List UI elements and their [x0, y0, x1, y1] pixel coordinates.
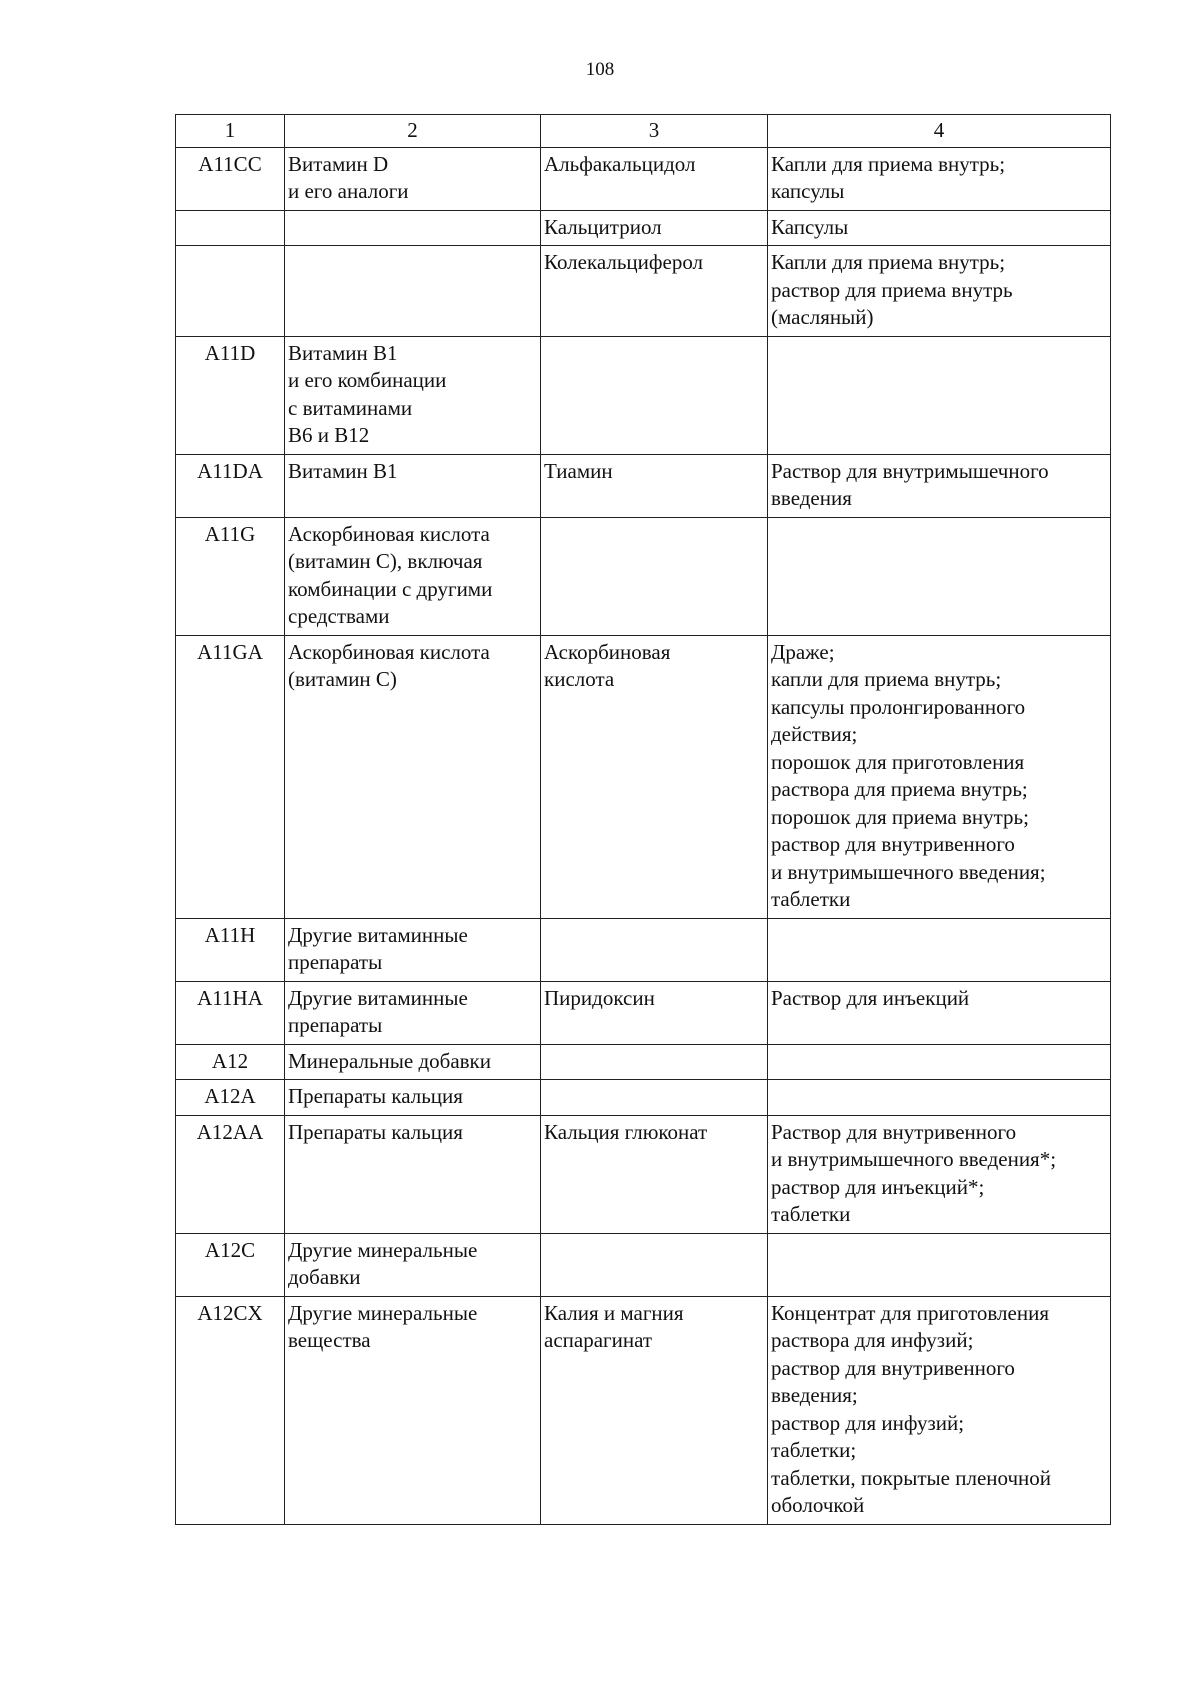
group-name-cell: [285, 1296, 541, 1524]
dosage-forms-cell: [768, 1233, 1111, 1296]
cell-line: капли для приема внутрь;: [771, 667, 1002, 691]
dosage-forms-cell: [768, 1080, 1111, 1116]
table-row: [176, 454, 1111, 517]
cell-line: аспарагинат: [544, 1328, 653, 1352]
cell-line: B6 и B12: [288, 423, 370, 447]
cell-line: (витамин C), включая: [288, 549, 483, 573]
atc-code-cell: A12AA: [176, 1115, 285, 1233]
atc-code-cell: [176, 210, 285, 246]
medication-table: [175, 114, 1111, 1525]
atc-code-cell: A12A: [176, 1080, 285, 1116]
cell-line: Драже;: [771, 639, 835, 664]
cell-line: Капли для приема внутрь;: [771, 250, 1006, 274]
atc-code-cell: A11G: [176, 517, 285, 635]
dosage-forms-cell: [768, 981, 1111, 1044]
cell-line: таблетки;: [771, 1438, 857, 1462]
cell-line: (витамин C): [288, 667, 397, 691]
cell-line: порошок для приема внутрь;: [771, 804, 1029, 829]
cell-line: Тиамин: [544, 458, 613, 483]
cell-line: и его комбинации: [288, 368, 447, 392]
cell-line: введения;: [771, 1383, 858, 1407]
atc-code-cell: A11DA: [176, 454, 285, 517]
atc-code-cell: A11D: [176, 336, 285, 454]
substance-cell: [541, 1115, 768, 1233]
cell-line: вещества: [288, 1328, 371, 1352]
cell-line: кислота: [544, 667, 615, 691]
cell-line: порошок для приготовления: [771, 749, 1025, 774]
cell-line: Кальция глюконат: [544, 1119, 708, 1144]
table-header-row: [176, 115, 1111, 148]
page-number: 108: [585, 59, 615, 80]
cell-line: препараты: [288, 1013, 383, 1037]
dosage-forms-cell: [768, 1115, 1111, 1233]
table-row: [176, 1296, 1111, 1524]
cell-line: средствами: [288, 604, 390, 628]
dosage-forms-cell: [768, 517, 1111, 635]
cell-line: Альфакальцидол: [544, 151, 696, 176]
cell-line: Аскорбиновая кислота: [288, 639, 490, 664]
cell-line: Препараты кальция: [288, 1119, 463, 1144]
table-row: [176, 981, 1111, 1044]
cell-line: раствора для инфузий;: [771, 1328, 974, 1352]
cell-line: раствор для приема внутрь: [771, 277, 1013, 302]
column-header-2: 2: [285, 115, 541, 148]
group-name-cell: [285, 210, 541, 246]
cell-line: Пиридоксин: [544, 985, 655, 1010]
substance-cell: [541, 336, 768, 454]
atc-code-cell: A11H: [176, 918, 285, 981]
cell-line: Витамин B1: [288, 458, 398, 483]
group-name-cell: [285, 336, 541, 454]
cell-line: Раствор для внутривенного: [771, 1119, 1017, 1144]
group-name-cell: [285, 147, 541, 210]
cell-line: добавки: [288, 1265, 361, 1289]
group-name-cell: [285, 454, 541, 517]
group-name-cell: [285, 635, 541, 918]
cell-line: Другие минеральные: [288, 1237, 478, 1262]
column-header-1: 1: [176, 115, 285, 148]
table-row: [176, 210, 1111, 246]
cell-line: и внутримышечного введения*;: [771, 1147, 1057, 1171]
cell-line: Раствор для инъекций: [771, 985, 970, 1010]
substance-cell: [541, 210, 768, 246]
cell-line: Витамин B1: [288, 340, 398, 365]
column-header-3: 3: [541, 115, 768, 148]
cell-line: капсулы пролонгированного: [771, 694, 1026, 719]
atc-code-cell: A11CC: [176, 147, 285, 210]
cell-line: Другие минеральные: [288, 1300, 478, 1325]
cell-line: таблетки, покрытые пленочной: [771, 1465, 1052, 1490]
substance-cell: [541, 1233, 768, 1296]
group-name-cell: [285, 1080, 541, 1116]
group-name-cell: [285, 517, 541, 635]
cell-line: и его аналоги: [288, 179, 409, 203]
atc-code-cell: A11HA: [176, 981, 285, 1044]
atc-code-cell: A12CX: [176, 1296, 285, 1524]
table-row: [176, 336, 1111, 454]
table-row: [176, 918, 1111, 981]
cell-line: оболочкой: [771, 1493, 865, 1517]
cell-line: Калия и магния: [544, 1300, 684, 1325]
dosage-forms-cell: [768, 1296, 1111, 1524]
group-name-cell: [285, 1044, 541, 1080]
cell-line: капсулы: [771, 179, 845, 203]
atc-code-cell: [176, 246, 285, 337]
cell-line: действия;: [771, 722, 858, 746]
cell-line: раствор для инъекций*;: [771, 1174, 985, 1199]
dosage-forms-cell: [768, 635, 1111, 918]
atc-code-cell: A12C: [176, 1233, 285, 1296]
dosage-forms-cell: [768, 210, 1111, 246]
group-name-cell: [285, 1115, 541, 1233]
dosage-forms-cell: [768, 147, 1111, 210]
table-row: [176, 1115, 1111, 1233]
table-row: [176, 1233, 1111, 1296]
cell-line: Кальцитриол: [544, 214, 662, 239]
cell-line: раствор для внутривенного: [771, 1355, 1015, 1380]
substance-cell: [541, 454, 768, 517]
atc-code-cell: A12: [176, 1044, 285, 1080]
cell-line: препараты: [288, 950, 383, 974]
cell-line: комбинации с другими: [288, 576, 493, 601]
table-row: [176, 517, 1111, 635]
cell-line: Аскорбиновая кислота: [288, 521, 490, 546]
group-name-cell: [285, 918, 541, 981]
table-body: [176, 115, 1111, 1525]
substance-cell: [541, 1044, 768, 1080]
substance-cell: [541, 147, 768, 210]
dosage-forms-cell: [768, 918, 1111, 981]
cell-line: Витамин D: [288, 151, 389, 176]
cell-line: Препараты кальция: [288, 1084, 463, 1108]
table-row: [176, 1080, 1111, 1116]
substance-cell: [541, 1296, 768, 1524]
cell-line: и внутримышечного введения;: [771, 859, 1046, 884]
cell-line: Другие витаминные: [288, 985, 468, 1010]
substance-cell: [541, 246, 768, 337]
table-row: [176, 147, 1111, 210]
table-row: [176, 635, 1111, 918]
substance-cell: [541, 635, 768, 918]
table-row: [176, 246, 1111, 337]
dosage-forms-cell: [768, 454, 1111, 517]
table-row: [176, 1044, 1111, 1080]
atc-code-cell: A11GA: [176, 635, 285, 918]
cell-line: Аскорбиновая: [544, 639, 671, 664]
cell-line: таблетки: [771, 1202, 851, 1226]
dosage-forms-cell: [768, 246, 1111, 337]
cell-line: Раствор для внутримышечного: [771, 458, 1049, 483]
cell-line: Концентрат для приготовления: [771, 1300, 1049, 1325]
substance-cell: [541, 517, 768, 635]
dosage-forms-cell: [768, 1044, 1111, 1080]
cell-line: Капли для приема внутрь;: [771, 151, 1006, 176]
cell-line: Капсулы: [771, 214, 849, 239]
substance-cell: [541, 981, 768, 1044]
cell-line: Другие витаминные: [288, 922, 468, 947]
substance-cell: [541, 918, 768, 981]
cell-line: таблетки: [771, 887, 851, 911]
cell-line: (масляный): [771, 305, 874, 329]
cell-line: с витаминами: [288, 395, 413, 420]
substance-cell: [541, 1080, 768, 1116]
cell-line: раствор для инфузий;: [771, 1410, 965, 1435]
cell-line: раствора для приема внутрь;: [771, 777, 1028, 801]
group-name-cell: [285, 246, 541, 337]
cell-line: введения: [771, 486, 852, 510]
cell-line: Минеральные добавки: [288, 1048, 491, 1073]
dosage-forms-cell: [768, 336, 1111, 454]
cell-line: раствор для внутривенного: [771, 832, 1015, 856]
column-header-4: 4: [768, 115, 1111, 148]
cell-line: Колекальциферол: [544, 250, 704, 274]
group-name-cell: [285, 981, 541, 1044]
group-name-cell: [285, 1233, 541, 1296]
